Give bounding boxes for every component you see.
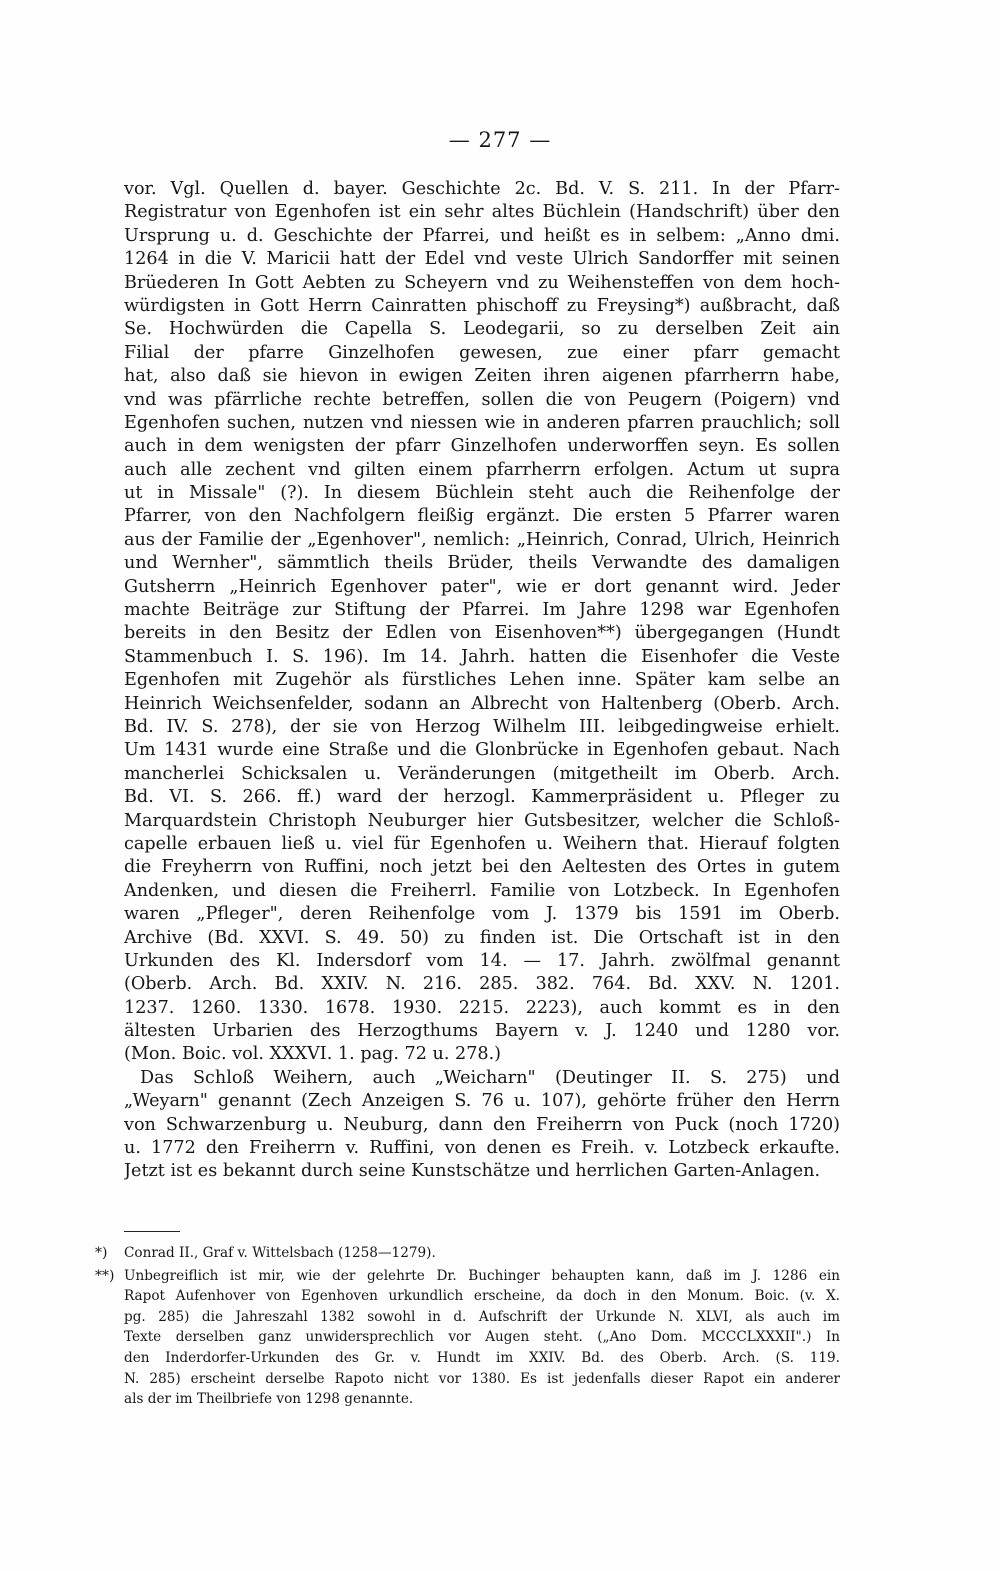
body-line: Pfarrer, von den Nachfolgern fleißig ergänzt. Die ersten 5 Pfarrer waren [124, 506, 840, 527]
body-line: Bd. VI. S. 266. ff.) ward der herzogl. Kammerpräsident u. Pfleger zu [124, 787, 840, 808]
body-line: Stammenbuch I. S. 196). Im 14. Jahrh. hatten die Eisenhofer die Veste [124, 646, 840, 667]
body-line: auch in dem wenigsten der pfarr Ginzelhofen underworffen seyn. Es sollen [124, 436, 840, 457]
body-line: Egenhofen mit Zugehör als fürstliches Lehen inne. Später kam selbe an [124, 670, 840, 691]
footnote-line: Conrad II., Graf v. Wittelsbach (1258—1279). [124, 1245, 436, 1261]
body-line: u. 1772 den Freiherrn v. Ruffini, von denen es Freih. v. Lotzbeck erkaufte. [124, 1138, 840, 1159]
body-line: capelle erbauen ließ u. viel für Egenhofen u. Weihern that. Hierauf folgten [124, 833, 840, 854]
footnote-marker: *) [95, 1245, 108, 1261]
body-line: vor. Vgl. Quellen d. bayer. Geschichte 2c. Bd. V. S. 211. In der Pfarr- [124, 179, 840, 199]
body-line: Um 1431 wurde eine Straße und die Glonbrücke in Egenhofen gebaut. Nach [124, 740, 840, 761]
footnote-line: Unbegreiflich ist mir, wie der gelehrte Dr. Buchinger behaupten kann, daß im J. 1286 ein [124, 1267, 840, 1284]
footnote [95, 1266, 840, 1410]
body-line: Jetzt ist es bekannt durch seine Kunstschätze und herrlichen Garten-Anlagen. [124, 1161, 821, 1182]
body-line: Urkunden des Kl. Indersdorf vom 14. — 17. Jahrh. zwölfmal genannt [124, 950, 840, 971]
body-line: 1264 in die V. Maricii hatt der Edel vnd veste Ulrich Sandorffer mit seinen [124, 249, 840, 270]
body-line: Brüederen In Gott Aebten zu Scheyern vnd zu Weihensteffen von dem hoch- [124, 272, 840, 293]
body-line: 1237. 1260. 1330. 1678. 1930. 2215. 2223), auch kommt es in den [124, 997, 840, 1018]
footnotes [95, 1243, 840, 1410]
body-line: würdigsten in Gott Herrn Cainratten phischoff zu Freysing*) außbracht, daß [124, 295, 840, 316]
body-line: Registratur von Egenhofen ist ein sehr altes Büchlein (Handschrift) über den [124, 202, 840, 223]
body-line: Marquardstein Christoph Neuburger hier Gutsbesitzer, welcher die Schloß- [124, 810, 840, 831]
body-line: waren „Pfleger", deren Reihenfolge vom J. 1379 bis 1591 im Oberb. [124, 904, 840, 925]
body-line: Archive (Bd. XXVI. S. 49. 50) zu finden ist. Die Ortschaft ist in den [124, 927, 840, 948]
body-line: bereits in den Besitz der Edlen von Eisenhoven**) übergegangen (Hundt [124, 623, 840, 644]
footnote-line: pg. 285) die Jahreszahl 1382 sowohl in d. Aufschrift der Urkunde N. XLVI, als auch im [124, 1308, 840, 1325]
footnote [95, 1243, 840, 1264]
page-number: — 277 — [448, 128, 552, 152]
body-line: vnd was pfärrliche rechte betreffen, sollen die von Peugern (Poigern) vnd [124, 389, 840, 410]
body-line: von Schwarzenburg u. Neuburg, dann den Freiherrn von Puck (noch 1720) [124, 1114, 840, 1135]
body-line: Gutsherrn „Heinrich Egenhover pater", wie er dort genannt wird. Jeder [124, 576, 840, 597]
body-line: machte Beiträge zur Stiftung der Pfarrei. Im Jahre 1298 war Egenhofen [124, 600, 840, 621]
body-line: Andenken, und diesen die Freiherrl. Familie von Lotzbeck. In Egenhofen [124, 880, 840, 901]
body-line: aus der Familie der „Egenhover", nemlich: „Heinrich, Conrad, Ulrich, Heinrich [124, 529, 840, 550]
body-line: Das Schloß Weihern, auch „Weicharn" (Deutinger II. S. 275) und [140, 1067, 840, 1088]
footnote-line: N. 285) erscheint derselbe Rapoto nicht vor 1380. Es ist jedenfalls dieser Rapot ein anderer [124, 1370, 840, 1387]
footnote-marker: **) [95, 1267, 115, 1284]
body-line: ältesten Urbarien des Herzogthums Bayern v. J. 1240 und 1280 vor. [124, 1021, 840, 1042]
body-line: die Freyherrn von Ruffini, noch jetzt bei den Aeltesten des Ortes in gutem [124, 857, 840, 878]
body-line: auch alle zechent vnd gilten einem pfarrherrn erfolgen. Actum ut supra [124, 459, 840, 480]
body-line: ut in Missale" (?). In diesem Büchlein steht auch die Reihenfolge der [124, 483, 840, 504]
body-line: Filial der pfarre Ginzelhofen gewesen, zue einer pfarr gemacht [124, 342, 840, 363]
body-line: „Weyarn" genannt (Zech Anzeigen S. 76 u. 107), gehörte früher den Herrn [124, 1091, 840, 1112]
body-line: Bd. IV. S. 278), der sie von Herzog Wilhelm III. leibgedingweise erhielt. [124, 716, 840, 737]
body-line: mancherlei Schicksalen u. Veränderungen (mitgetheilt im Oberb. Arch. [124, 763, 840, 784]
body-line: Se. Hochwürden die Capella S. Leodegarii, so zu derselben Zeit ain [124, 319, 840, 340]
footnote-line: Texte derselben ganz unwidersprechlich vor Augen steht. („Ano Dom. MCCCLXXXII".) In [124, 1329, 840, 1346]
body-line: und Wernher", sämmtlich theils Brüder, theils Verwandte des damaligen [124, 553, 840, 574]
footnote-line: den Inderdorfer-Urkunden des Gr. v. Hundt im XXIV. Bd. des Oberb. Arch. (S. 119. [124, 1349, 840, 1366]
footnote-rule [124, 1231, 180, 1232]
footnote-line: als der im Theilbriefe von 1298 genannte. [124, 1391, 414, 1408]
body-line: (Mon. Boic. vol. XXXVI. 1. pag. 72 u. 278.) [124, 1044, 502, 1065]
body-line: Heinrich Weichsenfelder, sodann an Albrecht von Haltenberg (Oberb. Arch. [124, 693, 840, 714]
footnote-line: Rapot Aufenhover von Egenhoven urkundlich erscheine, da doch in den Monum. Boic. (v. X. [124, 1288, 840, 1305]
body-line: Ursprung u. d. Geschichte der Pfarrei, und heißt es in selbem: „Anno dmi. [124, 225, 840, 246]
body-line: hat, also daß sie hievon in ewigen Zeiten ihren aigenen pfarrherrn habe, [124, 366, 840, 387]
body-text [124, 178, 840, 1184]
body-line: (Oberb. Arch. Bd. XXIV. N. 216. 285. 382. 764. Bd. XXV. N. 1201. [124, 974, 840, 995]
body-line: Egenhofen suchen, nutzen vnd niessen wie in anderen pfarren prauchlich; soll [124, 412, 840, 433]
